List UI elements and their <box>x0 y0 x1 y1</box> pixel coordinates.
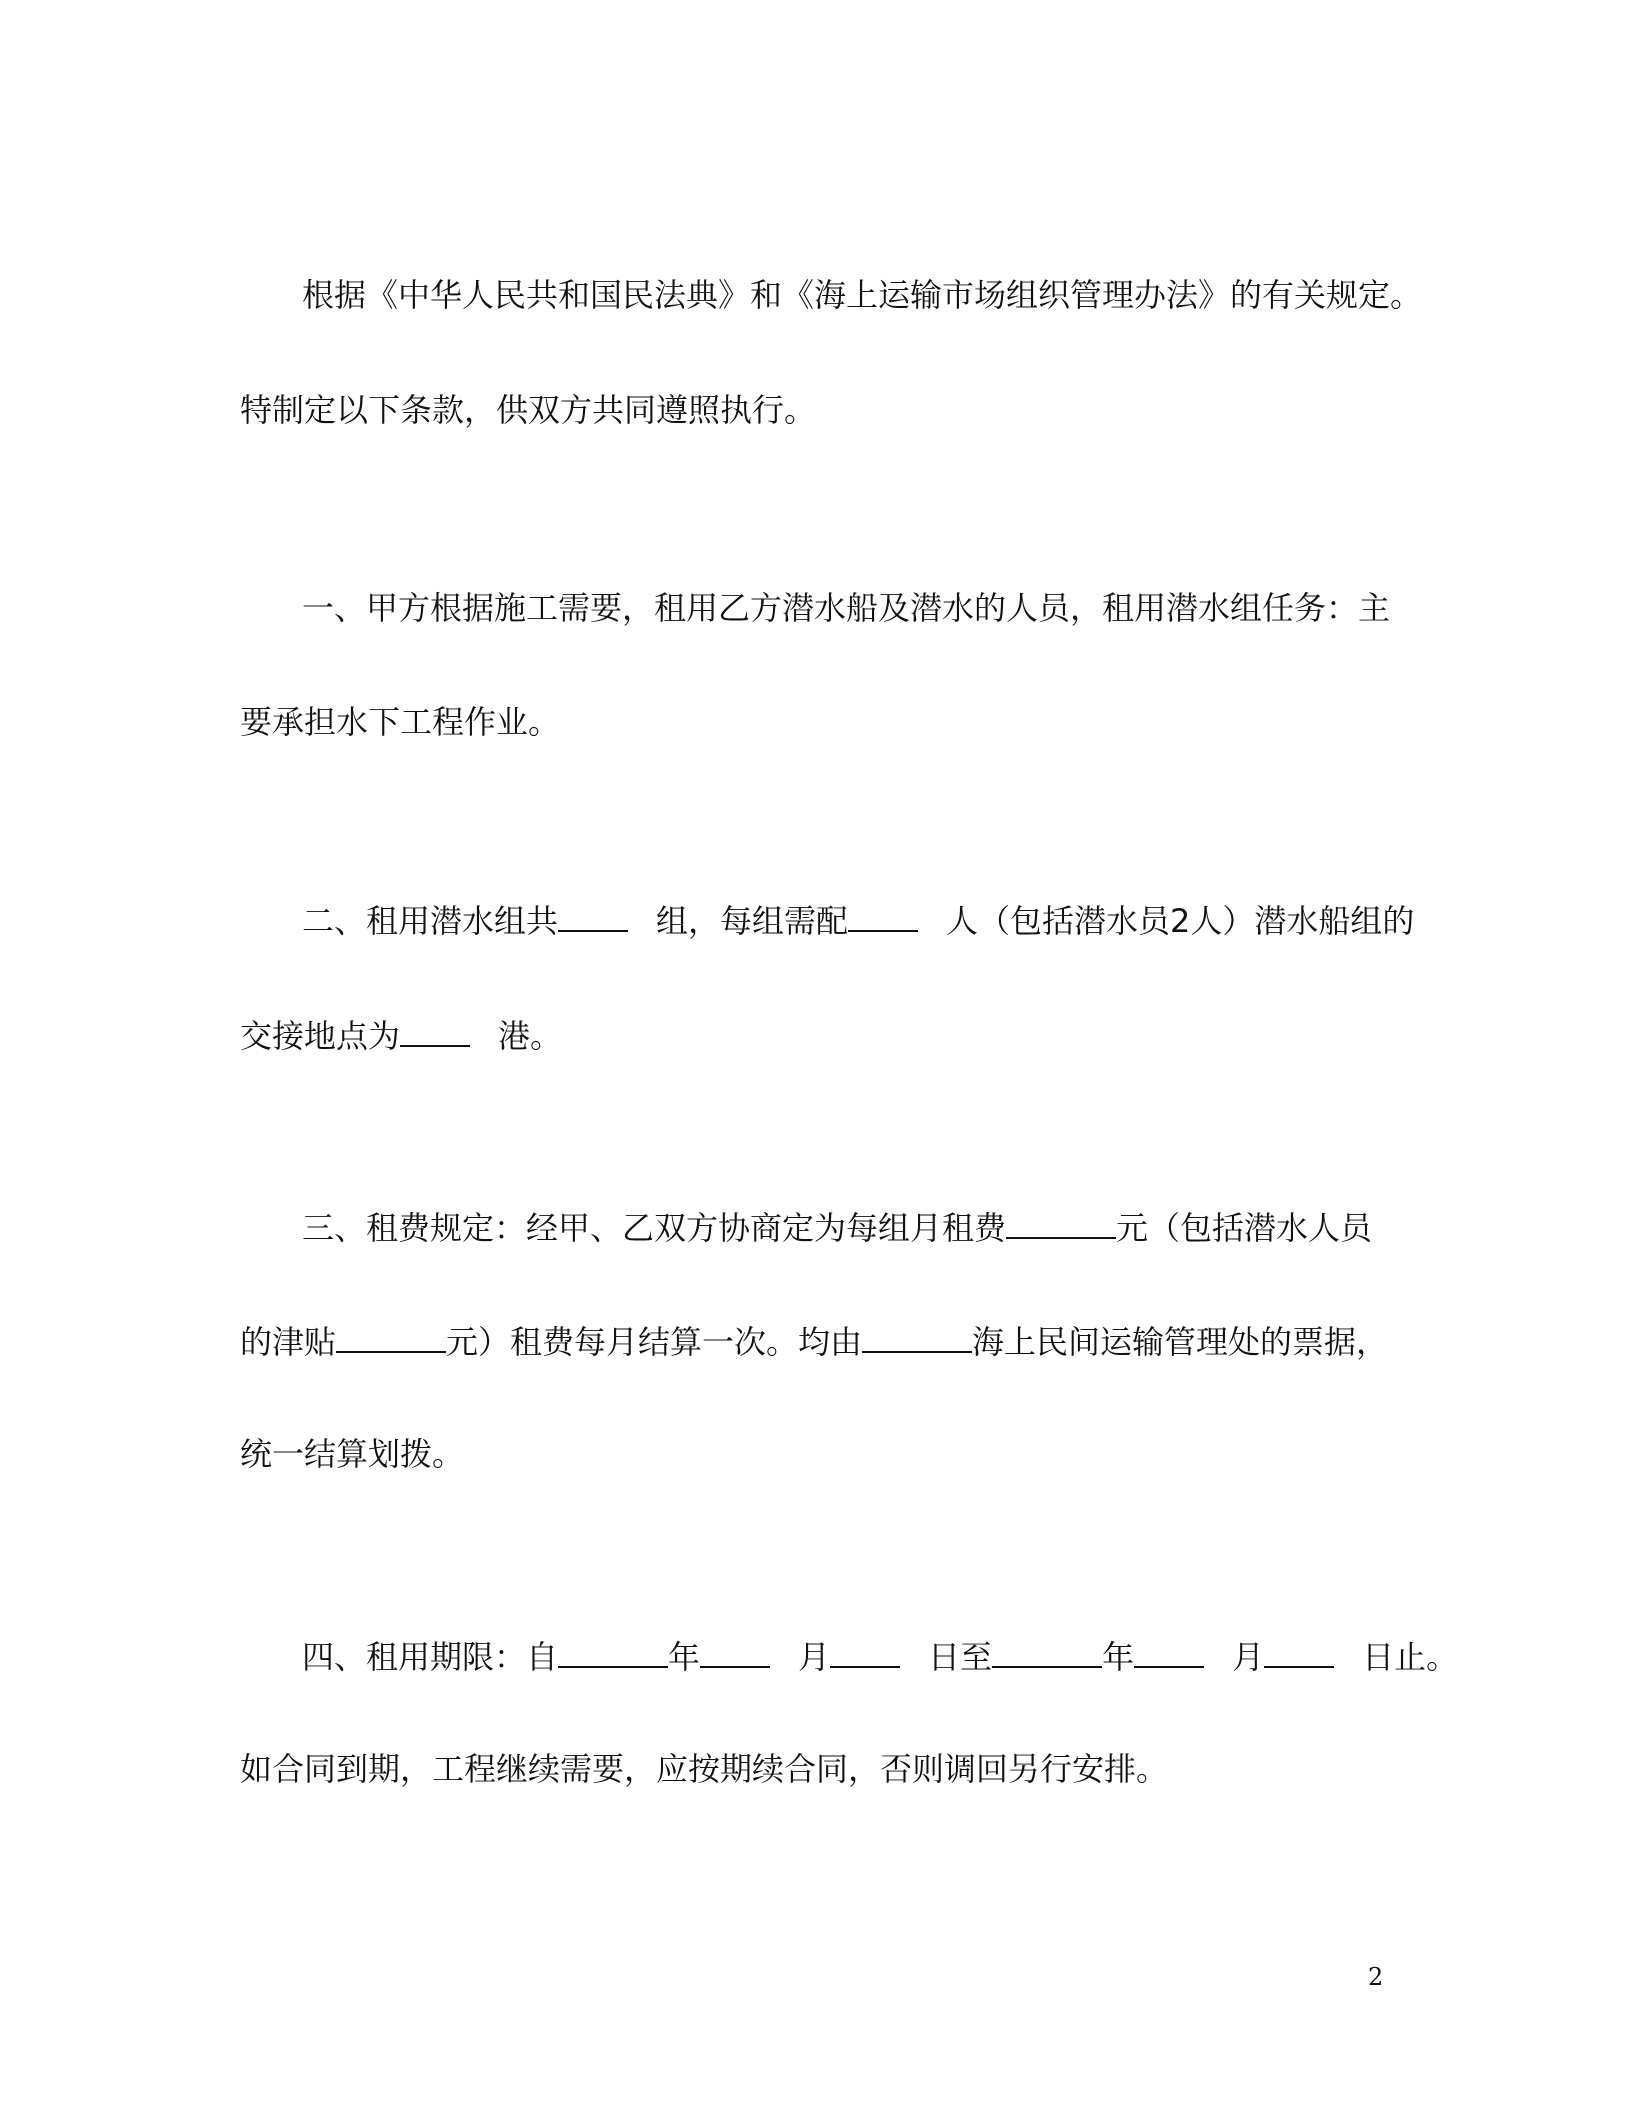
clause-2-text-a: 二、租用潜水组共 <box>302 902 559 940</box>
clause-3-text-e: 海上民间运输管理处的票据， <box>972 1323 1389 1361</box>
monthly-rent-blank[interactable] <box>1006 1207 1116 1239</box>
start-day-to-label: 日至 <box>928 1638 993 1676</box>
clause-2-text-c: 人（包括潜水员2人）潜水船组的 <box>946 902 1415 940</box>
clause-4-line-2: 如合同到期，工程继续需要，应按期续合同，否则调回另行安排。 <box>240 1750 1169 1788</box>
clause-1-line-1: 一、甲方根据施工需要，租用乙方潜水船及潜水的人员，租用潜水组任务：主 <box>302 589 1391 627</box>
clause-3-text-d: 元）租费每月结算一次。均由 <box>446 1323 863 1361</box>
port-blank[interactable] <box>400 1015 470 1047</box>
clause-2-text-b: 组，每组需配 <box>656 902 849 940</box>
clause-3-line-3: 统一结算划拨。 <box>240 1435 465 1473</box>
clause-3-text-a: 三、租费规定：经甲、乙双方协商定为每组月租费 <box>302 1209 1007 1247</box>
end-day-label: 日止。 <box>1362 1638 1459 1676</box>
preamble-line-1: 根据《中华人民共和国民法典》和《海上运输市场组织管理办法》的有关规定。 <box>302 276 1423 314</box>
start-month-label: 月 <box>798 1638 831 1676</box>
clause-2-text-d: 交接地点为 <box>240 1017 401 1055</box>
end-month-blank[interactable] <box>1134 1636 1204 1668</box>
issuer-blank[interactable] <box>862 1321 972 1353</box>
end-month-label: 月 <box>1232 1638 1265 1676</box>
start-year-blank[interactable] <box>558 1636 668 1668</box>
end-day-blank[interactable] <box>1264 1636 1334 1668</box>
clause-3-line-2 <box>240 1321 1388 1362</box>
clause-4-text-a: 四、租用期限：自 <box>302 1638 559 1676</box>
end-year-label: 年 <box>1102 1638 1135 1676</box>
group-count-blank[interactable] <box>558 900 628 932</box>
start-day-blank[interactable] <box>830 1636 900 1668</box>
start-month-blank[interactable] <box>700 1636 770 1668</box>
clause-3-line-1 <box>302 1207 1372 1248</box>
clause-3-text-b: 元（包括潜水人员 <box>1116 1209 1373 1247</box>
clause-2-line-2 <box>240 1015 562 1056</box>
clause-4-line-1 <box>302 1636 1458 1677</box>
clause-3-text-c: 的津贴 <box>240 1323 337 1361</box>
end-year-blank[interactable] <box>992 1636 1102 1668</box>
people-per-group-blank[interactable] <box>848 900 918 932</box>
allowance-blank[interactable] <box>336 1321 446 1353</box>
preamble-line-2: 特制定以下条款，供双方共同遵照执行。 <box>240 391 817 429</box>
clause-1-line-2: 要承担水下工程作业。 <box>240 703 561 741</box>
page-number: 2 <box>1368 1963 1384 1991</box>
clause-2-line-1 <box>302 900 1414 941</box>
start-year-label: 年 <box>668 1638 701 1676</box>
clause-2-text-e: 港。 <box>498 1017 563 1055</box>
